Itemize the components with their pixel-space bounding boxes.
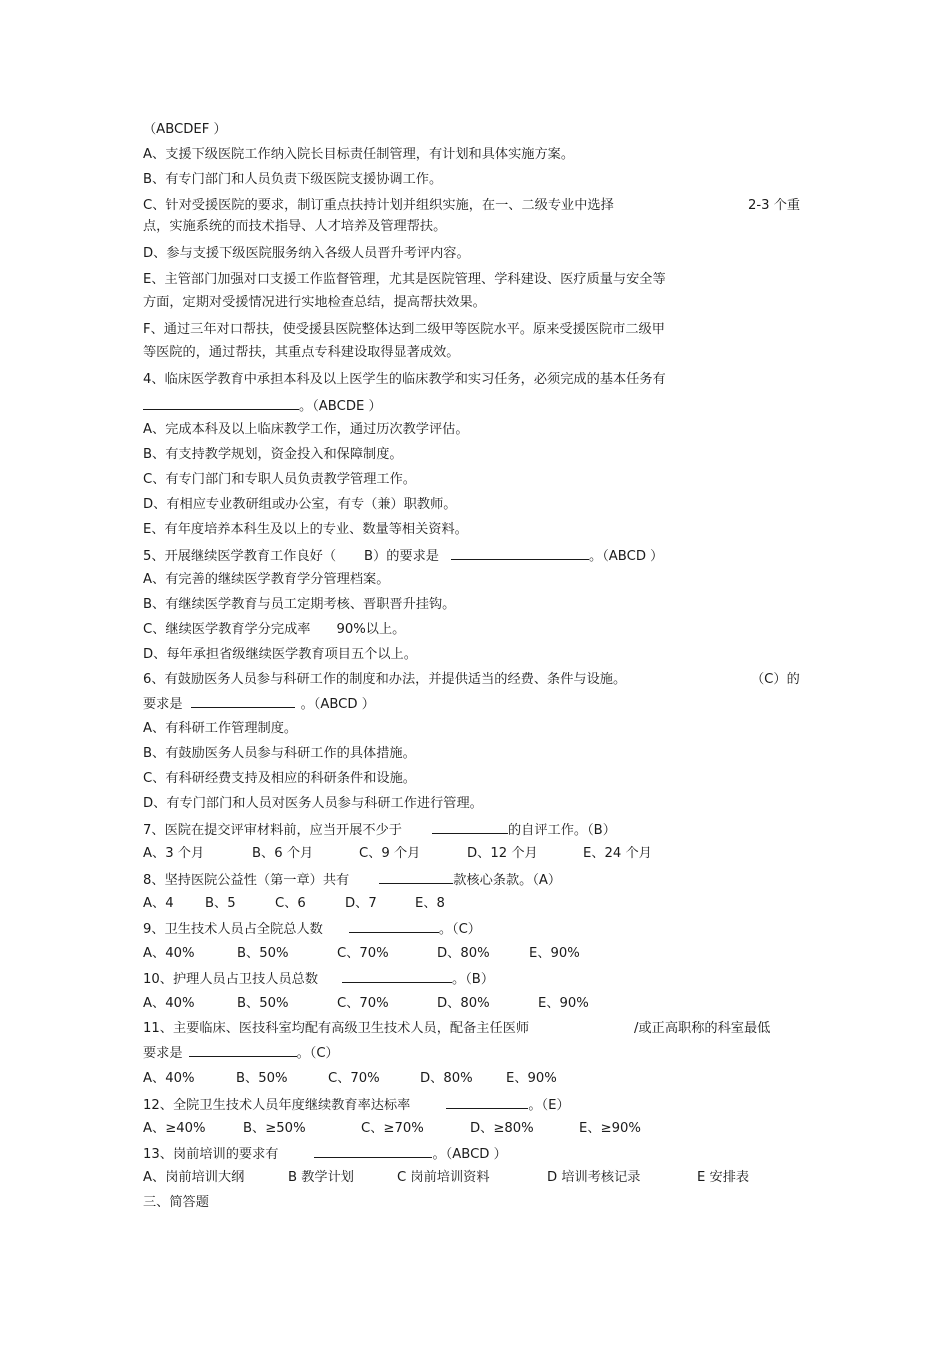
question-6 <box>143 671 800 689</box>
answer-blank <box>143 396 299 410</box>
option-line <box>143 795 483 813</box>
question-text: 11、主要临床、医技科室均配有高级卫生技术人员，配备主任医师 <box>143 1021 530 1036</box>
question-blank-line <box>143 694 375 714</box>
option-line <box>143 146 574 164</box>
choice-option: E、90% <box>506 1071 557 1086</box>
choice-option: C、70% <box>337 996 389 1011</box>
option-text: 等医院的，通过帮扶，其重点专科建设取得显著成效。 <box>143 345 460 360</box>
option-text: 点，实施系统的而技术指导、人才培养及管理帮扶。 <box>143 219 447 234</box>
option-text: C、继续医学教育学分完成率 <box>143 622 311 637</box>
option-line <box>143 496 456 514</box>
section-heading <box>143 1194 209 1212</box>
choice-option: B、50% <box>237 996 289 1011</box>
option-line <box>143 171 442 189</box>
question-text: 5、开展继续医学教育工作良好（ <box>143 549 337 564</box>
option-text: B、有支持教学规划，资金投入和保障制度。 <box>143 447 403 462</box>
choice-option: E、90% <box>529 946 580 961</box>
option-text: 90%以上。 <box>336 622 406 637</box>
choice-option: D、≥80% <box>470 1121 534 1136</box>
choice-option: E、≥90% <box>579 1121 641 1136</box>
option-text-continued: 2-3 个重 <box>748 198 801 213</box>
section-heading-text: 三、简答题 <box>143 1195 209 1210</box>
answer-text: 。（B） <box>452 972 495 987</box>
question-text: 8、坚持医院公益性（第一章）共有 <box>143 873 350 888</box>
question-text: 要求是 <box>143 697 183 712</box>
option-line <box>143 294 486 312</box>
option-line <box>143 218 446 236</box>
question-9 <box>143 919 481 939</box>
option-text: D、有专门部门和人员对医务人员参与科研工作进行管理。 <box>143 796 483 811</box>
choice-option: B、50% <box>237 946 289 961</box>
question-text: B）的要求是 <box>364 549 439 564</box>
answer-text: （C）的 <box>751 672 800 687</box>
answer-blank <box>451 546 589 560</box>
choice-option: A、40% <box>143 946 195 961</box>
option-line <box>143 596 455 614</box>
question-blank-line <box>143 1043 339 1063</box>
question-8 <box>143 870 561 890</box>
answer-blank <box>379 870 453 884</box>
answer-blank <box>189 1043 297 1057</box>
question-text: 12、全院卫生技术人员年度继续教育率达标率 <box>143 1098 411 1113</box>
option-text: E、有年度培养本科生及以上的专业、数量等相关资料。 <box>143 522 468 537</box>
option-line <box>143 271 666 289</box>
option-text: A、有完善的继续医学教育学分管理档案。 <box>143 572 390 587</box>
option-text: C、有科研经费支持及相应的科研条件和设施。 <box>143 771 416 786</box>
option-text: F、通过三年对口帮扶，使受援县医院整体达到二级甲等医院水平。原来受援医院市二级甲 <box>143 322 665 337</box>
option-line <box>143 245 470 263</box>
option-text: B、有继续医学教育与员工定期考核、晋职晋升挂钩。 <box>143 597 456 612</box>
answer-text: 。（E） <box>528 1098 570 1113</box>
option-line <box>143 344 460 362</box>
question-13 <box>143 1144 507 1164</box>
answer-blank <box>349 919 439 933</box>
choice-option: B、6 个月 <box>252 846 314 861</box>
answer-text: 。（C） <box>438 922 481 937</box>
answer-line <box>143 121 227 139</box>
option-text: A、支援下级医院工作纳入院长目标责任制管理，有计划和具体实施方案。 <box>143 147 575 162</box>
answer-text: 。（ABCD ） <box>589 549 664 564</box>
option-text: C、有专门部门和专职人员负责教学管理工作。 <box>143 472 416 487</box>
question-text: 10、护理人员占卫技人员总数 <box>143 972 319 987</box>
option-line <box>143 571 389 589</box>
option-text: A、完成本科及以上临床教学工作，通过历次教学评估。 <box>143 422 469 437</box>
choice-option: A、≥40% <box>143 1121 206 1136</box>
choice-option: C 岗前培训资料 <box>397 1170 490 1185</box>
option-line <box>143 770 416 788</box>
choice-option: E 安排表 <box>697 1170 750 1185</box>
choice-option: A、40% <box>143 996 195 1011</box>
choice-option: C、9 个月 <box>359 846 421 861</box>
choice-option: C、≥70% <box>361 1121 424 1136</box>
answer-blank <box>314 1144 432 1158</box>
question-text: 4、临床医学教育中承担本科及以上医学生的临床教学和实习任务，必须完成的基本任务有 <box>143 372 666 387</box>
choice-option: D、80% <box>420 1071 473 1086</box>
option-text: D、有相应专业教研组或办公室，有专（兼）职教师。 <box>143 497 457 512</box>
question-text: 13、岗前培训的要求有 <box>143 1147 279 1162</box>
option-line <box>143 321 665 339</box>
option-text: B、有鼓励医务人员参与科研工作的具体措施。 <box>143 746 416 761</box>
question-text: 6、有鼓励医务人员参与科研工作的制度和办法，并提供适当的经费、条件与设施。 <box>143 672 627 687</box>
choice-option: A、4 <box>143 896 174 911</box>
answer-text: 。（ABCDE ） <box>299 399 382 414</box>
answer-text: 。（C） <box>296 1046 339 1061</box>
answer-blank <box>446 1095 528 1109</box>
choice-option: D、12 个月 <box>467 846 538 861</box>
choice-option: B、≥50% <box>243 1121 306 1136</box>
choice-option: D 培训考核记录 <box>547 1170 641 1185</box>
option-text: B、有专门部门和人员负责下级医院支援协调工作。 <box>143 172 443 187</box>
question-7 <box>143 820 616 840</box>
option-line <box>143 471 416 489</box>
choice-option: B、50% <box>236 1071 288 1086</box>
choice-option: E、8 <box>415 896 445 911</box>
option-text: 方面，定期对受援情况进行实地检查总结，提高帮扶效果。 <box>143 295 486 310</box>
option-line <box>143 720 297 738</box>
choice-option: C、6 <box>275 896 306 911</box>
choice-option: B、5 <box>205 896 236 911</box>
option-line <box>143 421 469 439</box>
answer-text: 的自评工作。（B） <box>507 823 616 838</box>
choice-option: D、80% <box>437 946 490 961</box>
question-text-continued: /或正高职称的科室最低 <box>634 1021 771 1036</box>
answer-blank <box>432 820 508 834</box>
option-line <box>143 521 468 539</box>
question-12 <box>143 1095 570 1115</box>
answer-text: 款核心条款。（A） <box>453 873 562 888</box>
option-line <box>143 621 405 639</box>
question-text: 9、卫生技术人员占全院总人数 <box>143 922 323 937</box>
option-text: C、针对受援医院的要求，制订重点扶持计划并组织实施，在一、二级专业中选择 <box>143 198 614 213</box>
option-line <box>143 745 416 763</box>
choice-option: E、90% <box>538 996 589 1011</box>
choice-option: C、70% <box>337 946 389 961</box>
answer-blank <box>191 694 295 708</box>
answer-blank <box>342 969 452 983</box>
choice-option: A、3 个月 <box>143 846 205 861</box>
choice-option: E、24 个月 <box>583 846 652 861</box>
option-text: D、参与支援下级医院服务纳入各级人员晋升考评内容。 <box>143 246 470 261</box>
option-line <box>143 446 403 464</box>
choice-option: B 教学计划 <box>288 1170 354 1185</box>
question-4 <box>143 371 666 389</box>
option-text: E、主管部门加强对口支援工作监督管理，尤其是医院管理、学科建设、医疗质量与安全等 <box>143 272 666 287</box>
question-10 <box>143 969 494 989</box>
answer-text: 。（ABCD ） <box>432 1147 507 1162</box>
choice-option: C、70% <box>328 1071 380 1086</box>
option-text: D、每年承担省级继续医学教育项目五个以上。 <box>143 647 417 662</box>
option-line <box>143 646 417 664</box>
choice-option: A、岗前培训大纲 <box>143 1170 245 1185</box>
option-text: A、有科研工作管理制度。 <box>143 721 298 736</box>
answer-text: 。（ABCD ） <box>300 697 375 712</box>
question-text: 7、医院在提交评审材料前，应当开展不少于 <box>143 823 402 838</box>
question-blank-line <box>143 396 382 416</box>
choice-option: A、40% <box>143 1071 195 1086</box>
question-11 <box>143 1020 771 1038</box>
question-text: 要求是 <box>143 1046 183 1061</box>
question-5 <box>143 546 663 566</box>
answer-text: （ABCDEF ） <box>143 122 227 137</box>
choice-option: D、7 <box>345 896 377 911</box>
option-line <box>143 197 801 215</box>
choice-option: D、80% <box>437 996 490 1011</box>
